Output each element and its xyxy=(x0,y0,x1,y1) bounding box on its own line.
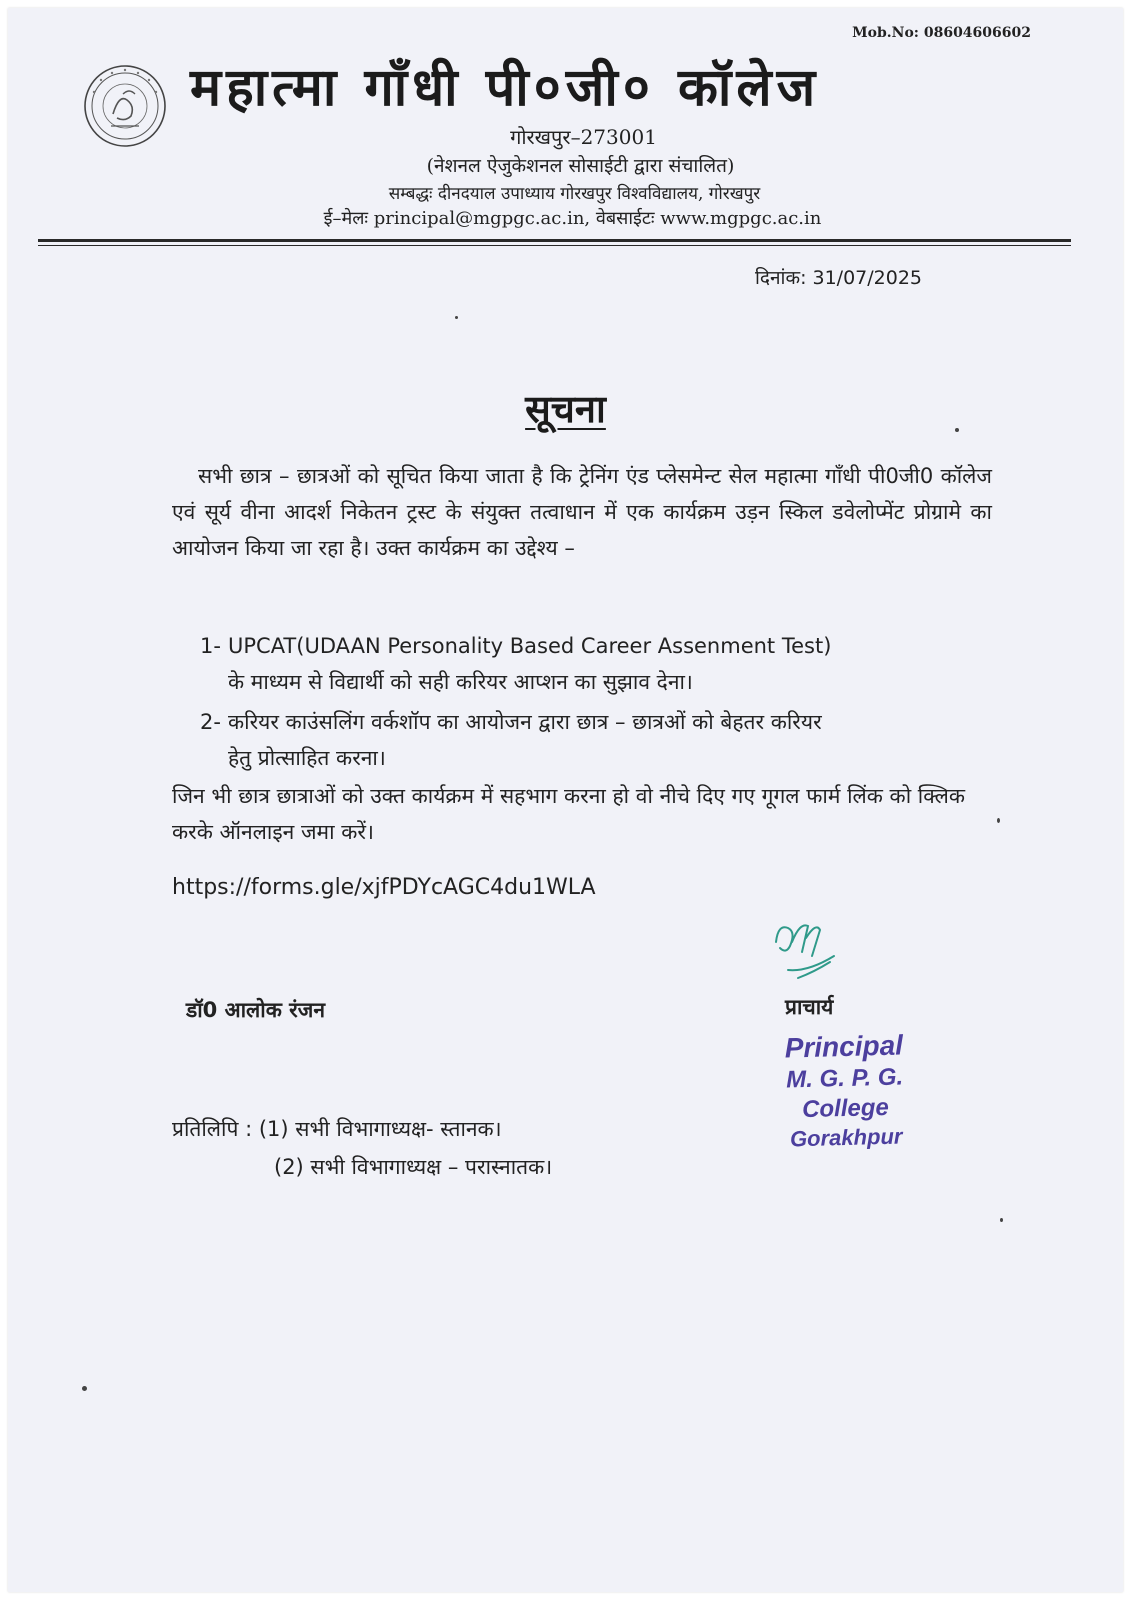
stamp-designation: Principal xyxy=(784,1029,904,1064)
contact-details: ई–मेलः principal@mgpgc.ac.in, वेबसाईटः www.mgpgc.ac.in xyxy=(323,208,822,229)
copy-to-block xyxy=(172,1110,552,1186)
google-form-link[interactable]: https://forms.gle/xjfPDYcAGC4du1WLA xyxy=(172,875,596,900)
principal-signature xyxy=(768,912,838,992)
college-city: गोरखपुर–273001 xyxy=(510,125,657,149)
paper-speck xyxy=(82,1386,87,1391)
objective-item xyxy=(200,704,990,776)
college-name: महात्मा गाँधी पी०जी० कॉलेज xyxy=(190,57,821,118)
paper-speck xyxy=(955,428,959,432)
notice-date: दिनांक: 31/07/2025 xyxy=(755,267,923,289)
objectives-list xyxy=(200,628,990,780)
objective-item xyxy=(200,628,990,700)
stamp-city: Gorakhpur xyxy=(789,1123,903,1152)
objective-text: के माध्यम से विद्यार्थी को सही करियर आप्शन का सुझाव देना। xyxy=(228,670,693,694)
notice-intro: सभी छात्र – छात्रओं को सूचित किया जाता है कि ट्रेनिंग एंड प्लेसमेन्ट सेल महात्मा गाँधी पी0जी0 कॉलेज एवं सूर्य वीना आदर्श निकेतन ट्रस्ट के संयुक्त तत्वाधान में एक कार्यक्रम उड़न स्किल डवेलोप्मेंट प्रोग्रामे का आयोजन किया जा रहा है। उक्त कार्यक्रम का उद्देश्य – xyxy=(172,464,992,560)
objective-text: हेतु प्रोत्साहित करना। xyxy=(228,746,386,770)
sender-name: डॉ0 आलोक रंजन xyxy=(186,998,326,1022)
copy-to-item: (1) सभी विभागाध्यक्ष- स्तानक। xyxy=(258,1117,502,1141)
principal-stamp xyxy=(738,1027,951,1154)
registration-instruction: जिन भी छात्र छात्राओं को उक्त कार्यक्रम में सहभाग करना हो वो नीचे दिए गए गूगल फार्म लिंक को क्लिक करके ऑनलाइन जमा करें। xyxy=(172,784,966,844)
objective-text: करियर काउंसलिंग वर्कशॉप का आयोजन द्वारा छात्र – छात्रओं को बेहतर करियर xyxy=(228,710,822,734)
copy-to-item: (2) सभी विभागाध्यक्ष – परास्नातक। xyxy=(274,1155,553,1179)
university-affiliation: सम्बद्धः दीनदयाल उपाध्याय गोरखपुर विश्वविद्यालय, गोरखपुर xyxy=(388,184,761,204)
paper-speck xyxy=(455,316,458,319)
stamp-college: M. G. P. G. College xyxy=(785,1063,904,1124)
objective-number: 1- xyxy=(200,634,221,658)
mobile-number: Mob.No: 08604606602 xyxy=(852,25,1031,41)
copy-to-label: प्रतिलिपि : xyxy=(172,1117,253,1141)
managing-society: (नेशनल ऐजुकेशनल सोसाईटी द्वारा संचालित) xyxy=(426,155,735,177)
letterhead-divider-thin xyxy=(38,245,1071,246)
letterhead-divider xyxy=(38,239,1071,242)
paper-speck xyxy=(1000,1218,1003,1222)
paper-speck xyxy=(997,818,1000,823)
signatory-title: प्राचार्य xyxy=(785,995,834,1019)
objective-number: 2- xyxy=(200,710,221,734)
objective-text: UPCAT(UDAAN Personality Based Career Assenment Test) xyxy=(228,634,832,658)
notice-title: सूचना xyxy=(525,387,606,431)
